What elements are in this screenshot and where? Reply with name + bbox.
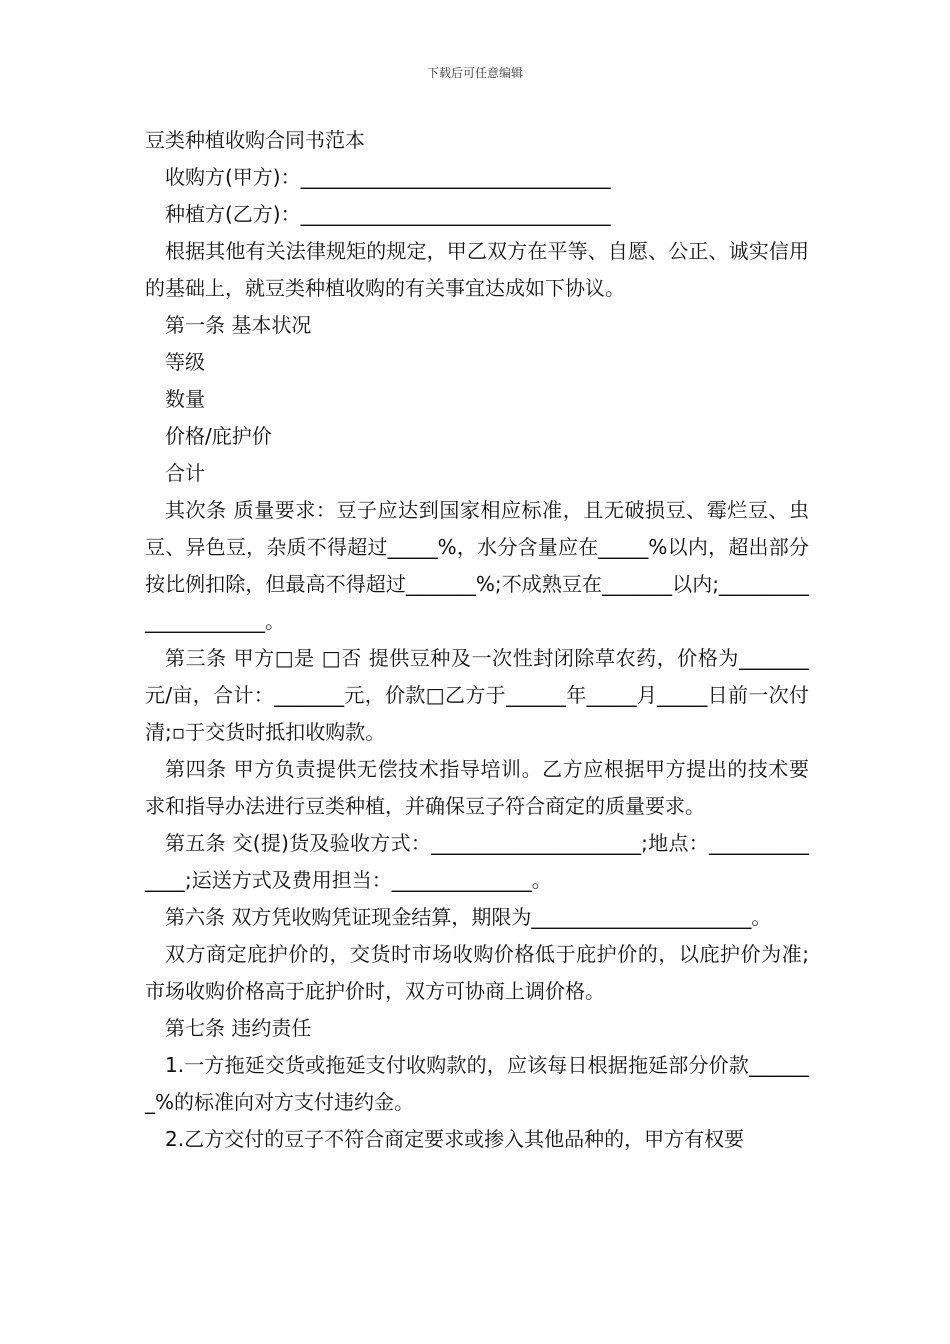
paragraph-quantity: 数量	[165, 387, 205, 411]
header-note: 下载后可任意编辑	[426, 66, 523, 80]
paragraph-article-3: 第三条 甲方□是 □否 提供豆种及一次性封闭除草农药，价格为_______元/亩，合计：_______元，价款□乙方于______年_____月_____日前一次付清;▫于交货时抵扣收购款。	[145, 646, 809, 744]
paragraph-article-7: 第七条 违约责任	[165, 1016, 312, 1040]
paragraph-total: 合计	[165, 461, 205, 485]
paragraph-article-2: 其次条 质量要求：豆子应达到国家相应标准，且无破损豆、霉烂豆、虫豆、异色豆，杂质不得超过_____%，水分含量应在_____%以内，超出部分按比例扣除，但最高不得超过_______%;不成熟豆在_______以内;_____________________。	[145, 498, 809, 633]
document-title: 豆类种植收购合同书范本	[145, 128, 365, 152]
paragraph-article-6: 第六条 双方凭收购凭证现金结算，期限为______________________。	[165, 905, 772, 929]
paragraph-article-5: 第五条 交(提)货及验收方式：_____________________;地点：______________;运送方式及费用担当：______________。	[145, 831, 809, 892]
paragraph-preamble: 根据其他有关法律规矩的规定，甲乙双方在平等、自愿、公正、诚实信用的基础上，就豆类种植收购的有关事宜达成如下协议。	[145, 239, 809, 300]
paragraph-buyer: 收购方(甲方)：_______________________________	[165, 165, 611, 189]
paragraph-protection-price: 双方商定庇护价的，交货时市场收购价格低于庇护价的，以庇护价为准;市场收购价格高于庇护价时，双方可协商上调价格。	[145, 942, 809, 1003]
paragraph-article-4: 第四条 甲方负责提供无偿技术指导培训。乙方应根据甲方提出的技术要求和指导办法进行豆类种植，并确保豆子符合商定的质量要求。	[145, 757, 809, 818]
paragraph-price: 价格/庇护价	[165, 424, 272, 448]
paragraph-article-1: 第一条 基本状况	[165, 313, 312, 337]
paragraph-liability-2: 2.乙方交付的豆子不符合商定要求或掺入其他品种的，甲方有权要	[165, 1127, 745, 1151]
document-body	[145, 122, 809, 1158]
paragraph-liability-1: 1.一方拖延交货或拖延支付收购款的，应该每日根据拖延部分价款_______%的标准向对方支付违约金。	[145, 1053, 809, 1114]
paragraph-grade: 等级	[165, 350, 205, 374]
paragraph-grower: 种植方(乙方)：_______________________________	[165, 202, 611, 226]
